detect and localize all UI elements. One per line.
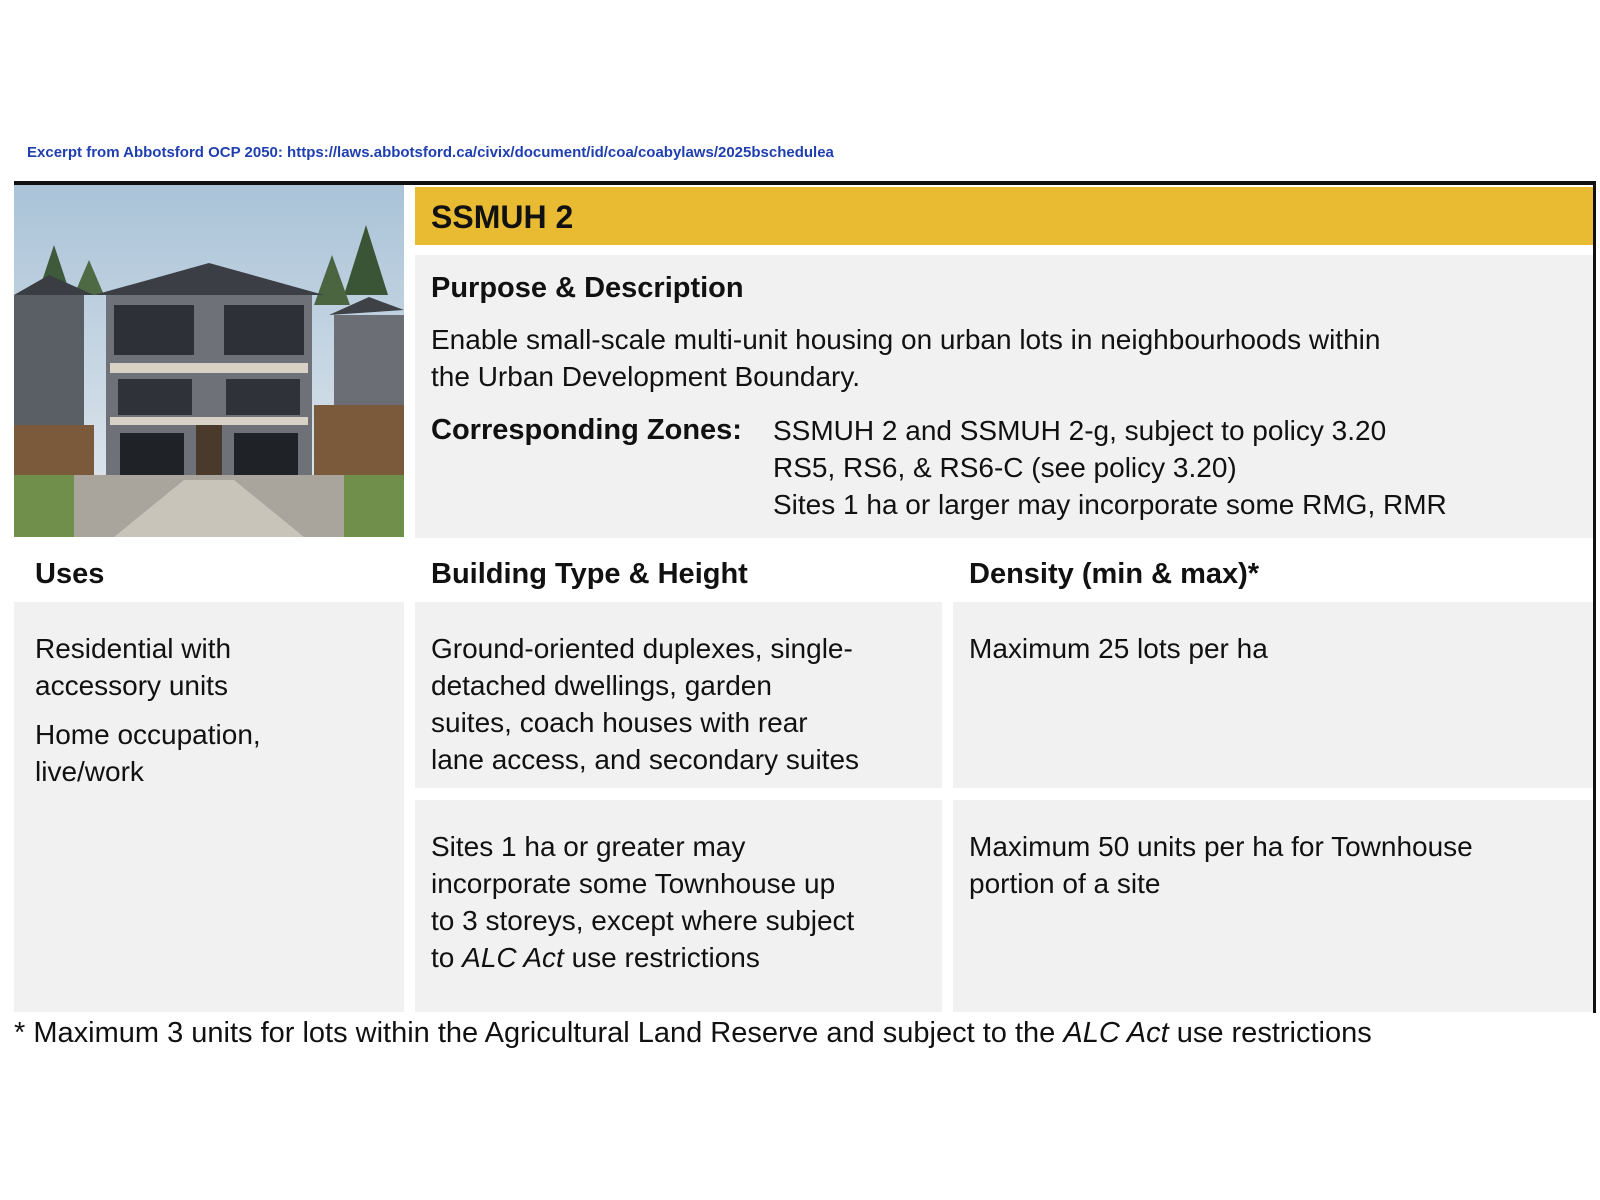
building-heading: Building Type & Height bbox=[431, 558, 748, 590]
uses-panel bbox=[14, 602, 404, 1012]
uses-heading: Uses bbox=[35, 558, 105, 590]
zone-line: SSMUH 2 and SSMUH 2-g, subject to policy 3.20 bbox=[773, 415, 1387, 446]
purpose-heading: Purpose & Description bbox=[431, 272, 744, 304]
density-heading: Density (min & max)* bbox=[969, 558, 1260, 590]
alc-act-reference: ALC Act bbox=[1063, 1017, 1169, 1049]
zone-line: Sites 1 ha or larger may incorporate some RMG, RMR bbox=[773, 489, 1447, 520]
right-border bbox=[1593, 181, 1596, 1013]
zone-line: RS5, RS6, & RS6-C (see policy 3.20) bbox=[773, 452, 1237, 483]
source-excerpt-note: Excerpt from Abbotsford OCP 2050: https://laws.abbotsford.ca/civix/document/id/coa/coabylaws/2025bschedulea bbox=[27, 144, 834, 161]
zone-title: SSMUH 2 bbox=[431, 199, 574, 235]
title-band bbox=[415, 187, 1593, 245]
density-row-1: Maximum 25 lots per ha bbox=[953, 602, 1593, 788]
use-item: Residential with accessory units bbox=[35, 633, 232, 701]
zones-list bbox=[773, 412, 1447, 523]
density-row-2: Maximum 50 units per ha for Townhouse portion of a site bbox=[953, 800, 1593, 1012]
duplex-house-photo bbox=[14, 185, 404, 537]
building-type-row-1: Ground-oriented duplexes, single- detached dwellings, garden suites, coach houses with rear lane access, and secondary suites bbox=[415, 602, 942, 788]
purpose-panel bbox=[415, 255, 1593, 538]
use-item: Home occupation, live/work bbox=[35, 719, 261, 787]
alc-act-reference: ALC Act bbox=[462, 942, 564, 973]
building-type-row-2: Sites 1 ha or greater may incorporate some Townhouse up to 3 storeys, except where subject to ALC Act use restrictions bbox=[415, 800, 942, 1012]
zones-label: Corresponding Zones: bbox=[431, 414, 742, 446]
footnote: * Maximum 3 units for lots within the Agricultural Land Reserve and subject to the ALC Act use restrictions bbox=[14, 1017, 1372, 1049]
purpose-description: Enable small-scale multi-unit housing on urban lots in neighbourhoods within the Urban Development Boundary. bbox=[431, 324, 1381, 392]
